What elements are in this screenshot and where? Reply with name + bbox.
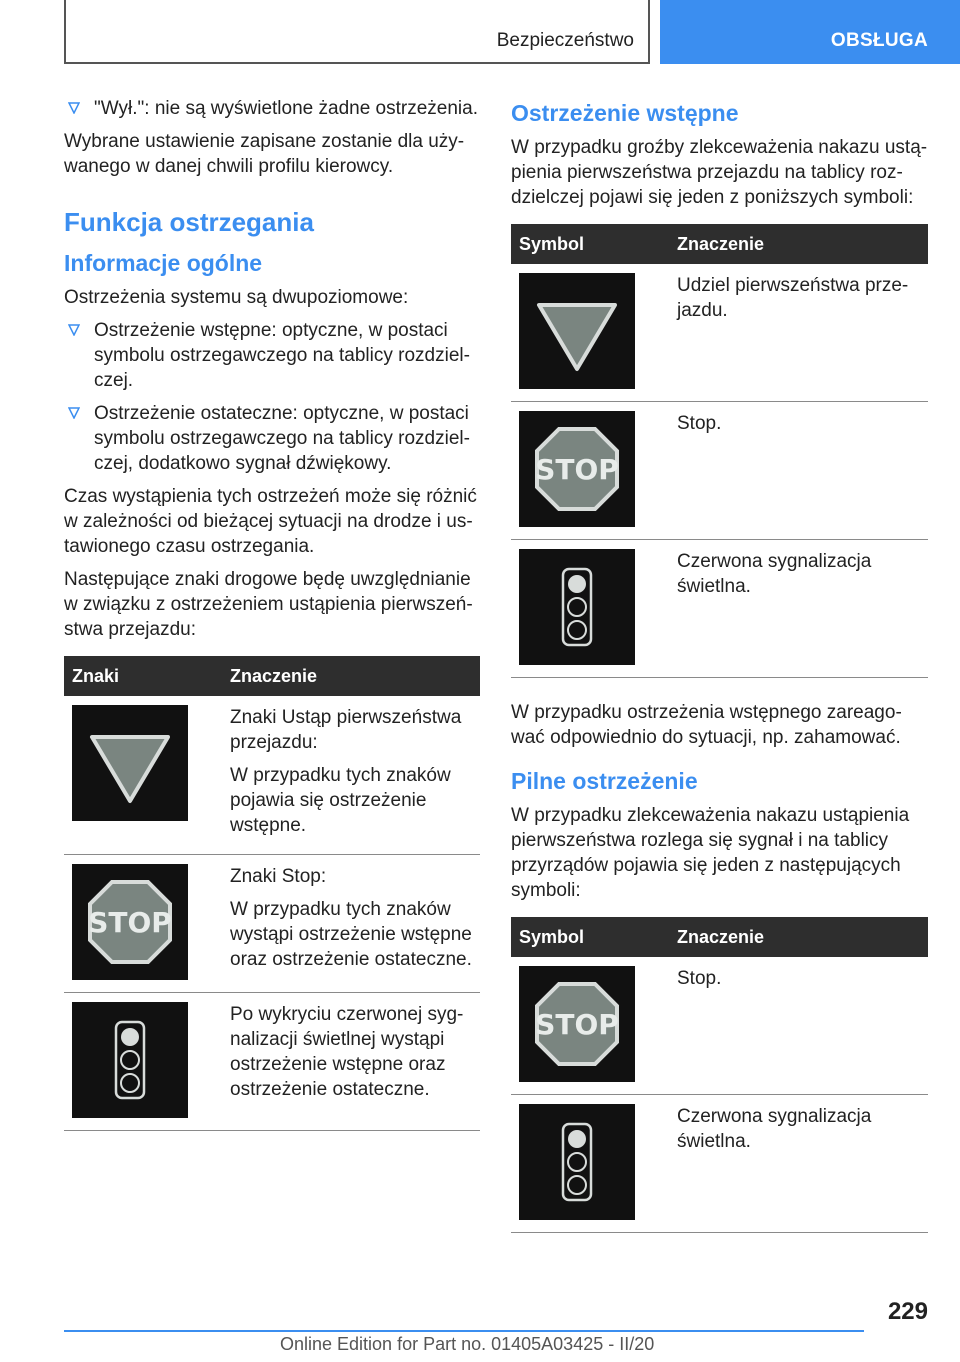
table-header-col2: Znaczenie (677, 926, 765, 947)
triangle-bullet-icon (68, 407, 80, 419)
intro-bullet-text: "Wył.": nie są wyświetlone żadne ostrzeżenia. (94, 98, 478, 119)
header-chapter-tab (660, 0, 960, 64)
header-chapter-label: OBSŁUGA (830, 30, 928, 51)
table-row (511, 402, 928, 540)
urgent-symbol-table (511, 917, 928, 1233)
subsection-heading-urgent: Pilne ostrzeżenie (511, 768, 698, 794)
table-cell-text: Stop. (677, 413, 722, 434)
traffic-light-icon (519, 1104, 635, 1220)
table-cell-text: Czerwona sygnalizacja świetlna. (677, 551, 872, 597)
table-row (64, 696, 480, 855)
left-column (64, 96, 480, 1131)
section-heading: Funkcja ostrzegania (64, 207, 314, 237)
right-column (511, 96, 928, 1233)
table-row (511, 957, 928, 1095)
paragraph-urgent: W przypadku zlekceważenia nakazu ustąpienia pierwszeństwa rozlega się sygnał i na tablicy przyrządów pojawia się jeden z następujących symboli: (511, 805, 910, 901)
signs-table (64, 656, 480, 1131)
triangle-bullet-icon (68, 102, 80, 114)
stop-sign-icon (519, 966, 635, 1082)
list-item (64, 401, 480, 476)
table-header (64, 656, 480, 696)
subsection-heading-prewarning: Ostrzeżenie wstępne (511, 100, 739, 126)
table-row (511, 540, 928, 678)
stop-sign-icon (72, 864, 188, 980)
footer-divider (64, 1330, 864, 1332)
yield-sign-icon (519, 273, 635, 389)
header-section-title: Bezpieczeństwo (496, 30, 634, 51)
list-item-text: Ostrzeżenie wstępne: optyczne, w postaci symbolu ostrzegawczego na tablicy rozdzielczej. (94, 320, 470, 391)
table-row (64, 855, 480, 993)
svg-text:STOP: STOP (535, 1008, 619, 1041)
table-header-col2: Znaczenie (230, 665, 318, 686)
table-header-col1: Symbol (519, 926, 585, 947)
table-header (511, 917, 928, 957)
table-header-col1: Znaki (72, 665, 120, 686)
table-cell-text: Po wykryciu czerwonej sygnalizacji świetlnej wystąpi ostrzeżenie wstępne oraz ostrzeżenie ostateczne. (230, 1004, 464, 1100)
svg-text:STOP: STOP (535, 453, 619, 486)
table-cell-text: Znaki Stop: (230, 866, 327, 887)
triangle-bullet-icon (68, 324, 80, 336)
header-section-box (64, 0, 650, 64)
footer-edition: Online Edition for Part no. 01405A03425 - II/20 (280, 1334, 655, 1354)
table-cell-text: Stop. (677, 968, 722, 989)
traffic-light-icon (72, 1002, 188, 1118)
prewarning-symbol-table (511, 224, 928, 678)
table-header-col1: Symbol (519, 233, 585, 254)
list-item-text: Ostrzeżenie ostateczne: optyczne, w postaci symbolu ostrzegawczego na tablicy rozdzielczej, dodatkowo sygnał dźwiękowy. (94, 403, 470, 474)
table-cell-text: W przypadku tych znaków pojawia się ostrzeżenie wstępne. (230, 765, 451, 836)
table-cell-text: W przypadku tych znaków wystąpi ostrzeżenie wstępne oraz ostrzeżenie ostateczne. (230, 899, 472, 970)
page-header (0, 0, 960, 66)
table-row (511, 264, 928, 402)
paragraph-signs: Następujące znaki drogowe będę uwzględnianie w związku z ostrzeżeniem ustąpienia pierwszeństwa przejazdu: (64, 569, 473, 640)
paragraph-levels: Ostrzeżenia systemu są dwupoziomowe: (64, 287, 409, 308)
paragraph-react: W przypadku ostrzeżenia wstępnego zareagować odpowiednio do sytuacji, np. zahamować. (511, 702, 902, 748)
table-cell-text: Udziel pierwszeństwa przejazdu. (677, 275, 909, 321)
stop-sign-icon (519, 411, 635, 527)
intro-bullet (64, 96, 480, 121)
intro-text: Wybrane ustawienie zapisane zostanie dla używanego w danej chwili profilu kierowcy. (64, 131, 465, 177)
yield-sign-icon (72, 705, 188, 821)
svg-text:STOP: STOP (88, 906, 172, 939)
table-cell-text: Czerwona sygnalizacja świetlna. (677, 1106, 872, 1152)
table-row (511, 1095, 928, 1233)
paragraph-timing: Czas wystąpienia tych ostrzeżeń może się różnić w zależności od bieżącej sytuacji na drodze i ustawionego czasu ostrzegania. (64, 486, 477, 557)
table-cell-text: Znaki Ustąp pierwszeństwa przejazdu: (230, 707, 462, 753)
list-item (64, 318, 480, 393)
traffic-light-icon (519, 549, 635, 665)
table-header-col2: Znaczenie (677, 233, 765, 254)
table-header (511, 224, 928, 264)
page-number: 229 (887, 1298, 928, 1325)
table-row (64, 993, 480, 1131)
paragraph-prewarning: W przypadku groźby zlekceważenia nakazu ustąpienia pierwszeństwa przejazdu na tablicy rozdzielczej pojawi się jeden z poniższych symboli: (511, 137, 928, 208)
subsection-heading: Informacje ogólne (64, 250, 263, 276)
